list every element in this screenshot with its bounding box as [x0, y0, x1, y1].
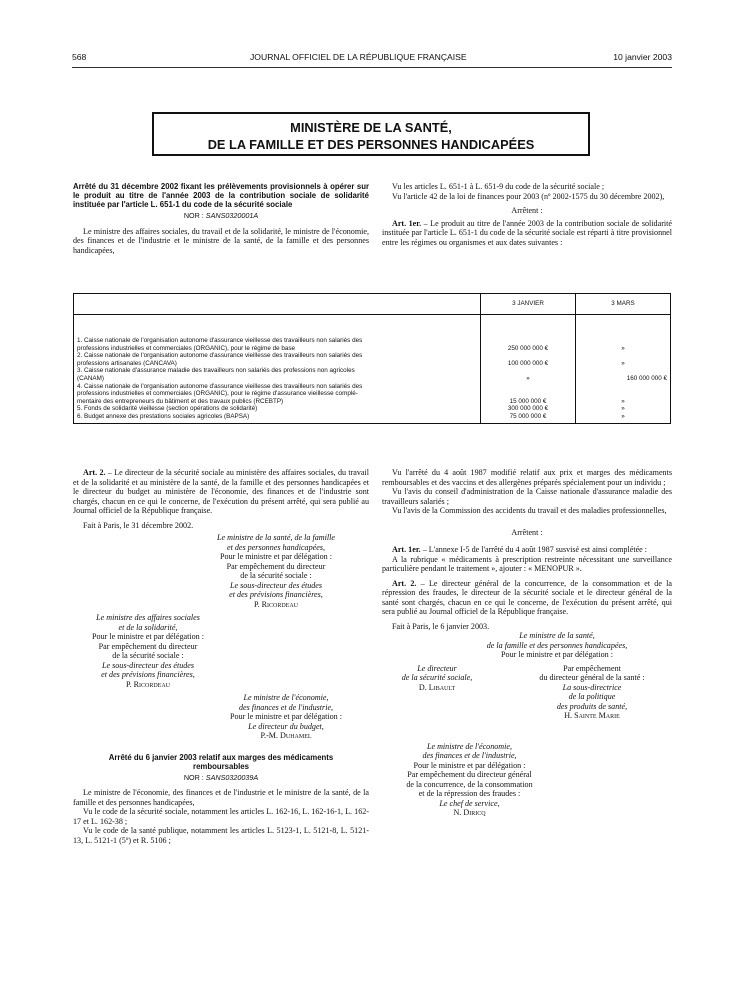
arrete1-art2 [73, 468, 369, 516]
arrete2-signature1 [442, 631, 672, 660]
table-row-mar-value: » [621, 344, 625, 352]
signature-line: Le sous-directeur des études [101, 660, 195, 670]
table-header-blank [74, 294, 481, 315]
table-row-spacer [484, 352, 572, 360]
arrete1-signature1 [183, 533, 369, 609]
table-row-spacer [579, 383, 667, 391]
signature-line: de la sécurité sociale : [240, 571, 312, 580]
table-row-line: 5. Fonds de solidarité vieillesse (section opérations de solidarité) [77, 405, 258, 413]
art2-text: – Le directeur de la sécurité sociale au ministère des affaires sociales, du travail et de la solidarité et au ministère de la santé, de la famille et des personnes handicapées et le directeur du budget au ministère de l'économie, des finances et de l'industrie sont chargés, chacun en ce qui le concerne, de l'exécution du présent arrêté, qui sera publié au Journal officiel de la République française. [73, 468, 369, 515]
signature-line: Le ministre de la santé, de la famille [217, 533, 335, 542]
signature-line: D. Libault [418, 682, 456, 692]
signature-line: La sous-directrice [562, 682, 622, 692]
signature-line: Le ministre des affaires sociales [96, 613, 200, 622]
signature-line: P. Ricordeau [125, 679, 171, 689]
ministry-heading [152, 112, 590, 156]
art1-label: Art. 1er. [392, 545, 421, 554]
arrete2-vu1: Vu le code de la sécurité sociale, notamment les articles L. 162-16, L. 162-16-1, L. 162-17 et L. 162-38 ; [73, 807, 369, 826]
nor-code: SANS0320039A [205, 772, 259, 782]
art1-text: – Le produit au titre de l'année 2003 de la contribution sociale de solidarité instituée par l'article L. 651-1 du code de la sécurité sociale est réparti à titre provisionnel entre les régimes ou organismes et aux dates suivantes : [382, 218, 672, 247]
arrete1-vu1: Vu les articles L. 651-1 à L. 651-9 du code de la sécurité sociale ; [392, 182, 605, 191]
table-row-line: 1. Caisse nationale de l'organisation autonome d'assurance vieillesse des travailleurs non salariés des [77, 337, 363, 344]
nor-label: NOR : [183, 211, 204, 220]
signature-line: Le directeur [417, 663, 457, 673]
page-number: 568 [72, 52, 87, 62]
table-header-row [74, 294, 671, 315]
table-row-line: 2. Caisse nationale de l'organisation autonome d'assurance vieillesse des travailleurs non salariés des [77, 352, 363, 360]
signature-line: Pour le ministre et par délégation : [413, 760, 526, 770]
arrete1-arretent: Arrêtent : [511, 206, 543, 215]
art2-label: Art. 2. [83, 468, 106, 477]
signature-line: Par empêchement du directeur [226, 561, 326, 571]
signature-line: Par empêchement du directeur [98, 641, 198, 651]
arrete2-title: Arrêté du 6 janvier 2003 relatif aux marges des médicaments remboursables [108, 752, 334, 771]
table-row-spacer [484, 390, 572, 398]
arrete2-fait: Fait à Paris, le 6 janvier 2003. [392, 621, 490, 631]
table-row-line: professions artisanales (CANCAVA) [77, 359, 177, 367]
nor-label: NOR : [183, 772, 204, 782]
signature-line: des produits de santé, [556, 701, 628, 711]
table-row-line: (CANAM) [77, 374, 104, 382]
signature-line: des finances et de l'industrie, [238, 702, 334, 712]
signature-line: N. Diricq [453, 808, 486, 817]
signature-line: de la concurrence, de la consommation [406, 779, 533, 789]
table-row-line: mentaire des entrepreneurs du bâtiment et des travaux publics (RCEBTP) [77, 397, 284, 405]
arrete2-art2 [382, 579, 672, 617]
signature-line: Le directeur du budget, [248, 721, 324, 731]
table-desc-cell [74, 315, 481, 424]
table-row-mar-value: » [621, 359, 625, 367]
table-row-jan-value: 300 000 000 € [507, 405, 549, 413]
ministry-line2: DE LA FAMILLE ET DES PERSONNES HANDICAPÉES [207, 137, 535, 152]
art1-text: – L'annexe I-5 de l'arrêté du 4 août 1987 susvisé est ainsi complétée : [420, 545, 648, 554]
art2-label: Art. 2. [392, 578, 417, 588]
arrete1-vu2: Vu l'article 42 de la loi de finances pour 2003 (nº 2002-1575 du 30 décembre 2002), [392, 191, 665, 201]
arrete1-signature2 [73, 613, 223, 689]
arrete1-signature3 [203, 693, 369, 741]
table-row-line: professions industrielles et commerciales (ORGANIC), pour le régime d'assurance vieillesse complé- [77, 390, 358, 398]
signature-line: de la sécurité sociale : [112, 651, 184, 660]
signature-line: du directeur général de la santé : [539, 673, 645, 682]
arrete2-nor [73, 773, 369, 783]
nor-code: SANS0320001A [205, 211, 259, 220]
table-row-mar-value: » [621, 412, 625, 420]
signature-line: Le sous-directeur des études [229, 580, 323, 590]
table-row-line: 3. Caisse nationale d'assurance maladie des travailleurs non salariés des professions non agricoles [77, 367, 355, 375]
signature-line: Par empêchement [563, 663, 621, 673]
signature-line: Pour le ministre et par délégation : [230, 712, 342, 721]
arrete2-signature1b [512, 664, 672, 721]
arrete2-vu3: Vu l'arrêté du 4 août 1987 modifié relatif aux prix et marges des médicaments remboursables et des vaccins et des allergènes préparés spécialement pour un individu ; [382, 468, 672, 487]
table-header-jan: 3 JANVIER [481, 294, 576, 315]
ministry-line1: MINISTÈRE DE LA SANTÉ, [290, 120, 452, 135]
arrete2-arretent: Arrêtent : [511, 527, 543, 537]
arrete2-vu5: Vu l'avis de la Commission des accidents du travail et des maladies professionnelles, [392, 506, 667, 515]
issue-date: 10 janvier 2003 [613, 52, 672, 62]
signature-line: et de la répression des fraudes : [418, 789, 521, 798]
arrete2-intro: Le ministre de l'économie, des finances et de l'industrie et le ministre de la santé, de la famille et des personnes handicapées, [73, 788, 369, 807]
signature-line: Le ministre de l'économie, [243, 693, 329, 702]
arrete1-right-column [382, 182, 672, 247]
signature-line: Pour le ministre et par délégation : [92, 632, 204, 641]
table-row-jan-value: 75 000 000 € [509, 412, 547, 420]
table-row-jan-value: 15 000 000 € [509, 397, 547, 405]
arrete1-nor [73, 211, 369, 221]
arrete2-vu4: Vu l'avis du conseil d'administration de la Caisse nationale d'assurance maladie des travailleurs salariés ; [382, 487, 672, 506]
arrete1-intro: Le ministre des affaires sociales, du travail et de la solidarité, le ministre de l'économie, des finances et de l'industrie et le ministre de la santé, de la famille et des personnes handicapées, [73, 226, 369, 255]
signature-line: Pour le ministre et par délégation : [220, 552, 332, 561]
signature-line: de la politique [568, 692, 616, 701]
signature-line: Le ministre de l'économie, [426, 741, 513, 751]
signature-line: P.-M. Duhamel [260, 731, 312, 740]
table-row-spacer [579, 367, 667, 375]
table-row-jan-value: 100 000 000 € [507, 359, 549, 367]
arrete2-signature1a [382, 664, 492, 693]
table-row-mar-value: 160 000 000 € [626, 374, 667, 382]
table-row-line: 4. Caisse nationale de l'organisation autonome d'assurance vieillesse des travailleurs non salariés des [77, 382, 363, 390]
table-row-mar-value: » [621, 405, 625, 413]
table-jan-cell [481, 315, 576, 424]
arrete2-art1 [382, 545, 672, 555]
allocation-table [73, 293, 671, 424]
table-row-spacer [579, 390, 667, 398]
signature-line: Pour le ministre et par délégation : [501, 650, 613, 659]
table-row-spacer [484, 337, 572, 345]
table-row-spacer [579, 337, 667, 345]
running-header [72, 52, 672, 66]
signature-line: Le ministre de la santé, [519, 631, 595, 640]
art1-label: Art. 1er. [392, 218, 422, 228]
table-row-line: 6. Budget annexe des prestations sociales agricoles (BAPSA) [77, 412, 250, 420]
signature-line: P. Ricordeau [253, 599, 299, 609]
table-row-jan-value: » [526, 374, 530, 382]
signature-line: de la sécurité sociale, [401, 673, 473, 682]
table-row-spacer [484, 367, 572, 375]
table-header-mar: 3 MARS [576, 294, 671, 315]
arrete1-fait: Fait à Paris, le 31 décembre 2002. [83, 520, 194, 530]
signature-line: Par empêchement du directeur général [407, 770, 532, 779]
arrete2-signature-pair [382, 664, 672, 738]
journal-title: JOURNAL OFFICIEL DE LA RÉPUBLIQUE FRANÇAISE [250, 52, 467, 62]
signature-line: et des prévisions financières, [101, 670, 195, 679]
arrete1-left-column [73, 182, 369, 255]
signature-line: de la famille et des personnes handicapées, [486, 640, 628, 650]
signature-line: des finances et de l'industrie, [422, 751, 517, 760]
table-row-spacer [484, 383, 572, 391]
table-row-mar-value: » [621, 397, 625, 405]
arrete2-art1b: A la rubrique « médicaments à prescription restreinte nécessitant une surveillance particulière pendant le traitement », ajouter : « MENOPUR ». [382, 554, 672, 573]
arrete2-right-column [382, 468, 672, 818]
signature-line: et des prévisions financières, [229, 590, 323, 599]
arrete2-signature2 [382, 742, 557, 818]
art2-text: – Le directeur général de la concurrence, de la consommation et de la répression des fraudes, le directeur de la sécurité sociale et le directeur général de la santé sont chargés, chacun en ce qui le concerne, de l'exécution du présent arrêté, qui sera publié au Journal officiel de la République française. [382, 578, 673, 616]
arrete1-continuation [73, 468, 369, 845]
header-rule [72, 67, 672, 68]
table-row-line: professions industrielles et commerciales (ORGANIC), pour le régime de base [77, 344, 296, 352]
signature-line: Le chef de service, [439, 798, 500, 808]
table-body-row [74, 315, 671, 424]
arrete1-title: Arrêté du 31 décembre 2002 fixant les prélèvements provisionnels à opérer sur le produit au titre de l'année 2003 de la contribution sociale de solidarité instituée par l'article L. 651-1 du code de la sécurité sociale [73, 182, 369, 209]
arrete2-vu2: Vu le code de la santé publique, notamment les articles L. 5123-1, L. 5121-8, L. 5121-13, L. 5121-1 (5º) et R. 5106 ; [73, 826, 369, 845]
table-row-spacer [579, 352, 667, 360]
table-row-jan-value: 250 000 000 € [507, 344, 549, 352]
signature-line: et de la solidarité, [118, 622, 178, 632]
signature-line: et des personnes handicapées, [226, 542, 325, 552]
arrete1-art1 [382, 219, 672, 248]
signature-line: H. Sainte Marie [564, 711, 620, 720]
table-mar-cell [576, 315, 671, 424]
